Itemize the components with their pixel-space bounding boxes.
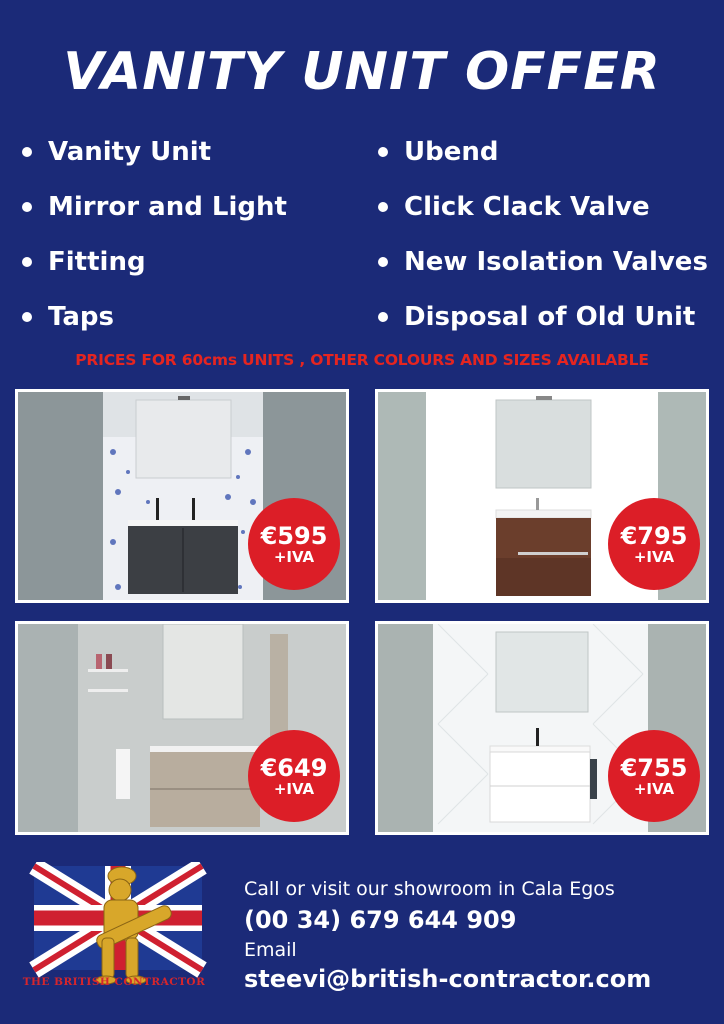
feature-label: Click Clack Valve (404, 191, 650, 222)
feature-label: New Isolation Valves (404, 246, 708, 277)
tax-label: +IVA (273, 780, 315, 798)
price-badge (248, 730, 340, 822)
bullet-icon (22, 257, 32, 267)
bullet-icon (378, 257, 388, 267)
price-amount: €755 (620, 754, 688, 782)
tax-label: +IVA (633, 780, 675, 798)
feature-item (378, 124, 708, 179)
showroom-text: Call or visit our showroom in Cala Egos (244, 878, 615, 900)
feature-label: Disposal of Old Unit (404, 301, 696, 332)
feature-item (378, 289, 708, 344)
phone-number[interactable]: (00 34) 679 644 909 (244, 906, 517, 934)
bullet-icon (378, 202, 388, 212)
bullet-icon (22, 312, 32, 322)
email-address[interactable]: steevi@british-contractor.com (244, 965, 652, 993)
feature-label: Fitting (48, 246, 146, 277)
feature-column-left (22, 124, 287, 344)
sizes-notice: PRICES FOR 60cms UNITS , OTHER COLOURS AND SIZES AVAILABLE (75, 351, 649, 369)
price-badge (608, 730, 700, 822)
feature-item (22, 234, 287, 289)
feature-item (378, 234, 708, 289)
product-card[interactable] (15, 389, 349, 603)
feature-item (378, 179, 708, 234)
feature-label: Ubend (404, 136, 499, 167)
bullet-icon (378, 312, 388, 322)
feature-item (22, 179, 287, 234)
feature-column-right (378, 124, 708, 344)
price-amount: €795 (620, 522, 688, 550)
price-badge (248, 498, 340, 590)
bullet-icon (378, 147, 388, 157)
feature-label: Taps (48, 301, 115, 332)
contact-block (244, 878, 651, 993)
feature-label: Vanity Unit (48, 136, 212, 167)
bullet-icon (22, 147, 32, 157)
product-card[interactable] (375, 389, 709, 603)
bullet-icon (22, 202, 32, 212)
british-contractor-logo (14, 862, 214, 992)
price-amount: €649 (260, 754, 328, 782)
page-title: VANITY UNIT OFFER (63, 42, 661, 102)
price-amount: €595 (260, 522, 328, 550)
logo-text: THE BRITISH CONTRACTOR (22, 976, 206, 988)
tax-label: +IVA (633, 548, 675, 566)
email-label: Email (244, 939, 297, 961)
price-badge (608, 498, 700, 590)
feature-item (22, 289, 287, 344)
feature-item (22, 124, 287, 179)
feature-label: Mirror and Light (48, 191, 287, 222)
product-card[interactable] (375, 621, 709, 835)
product-card[interactable] (15, 621, 349, 835)
tax-label: +IVA (273, 548, 315, 566)
